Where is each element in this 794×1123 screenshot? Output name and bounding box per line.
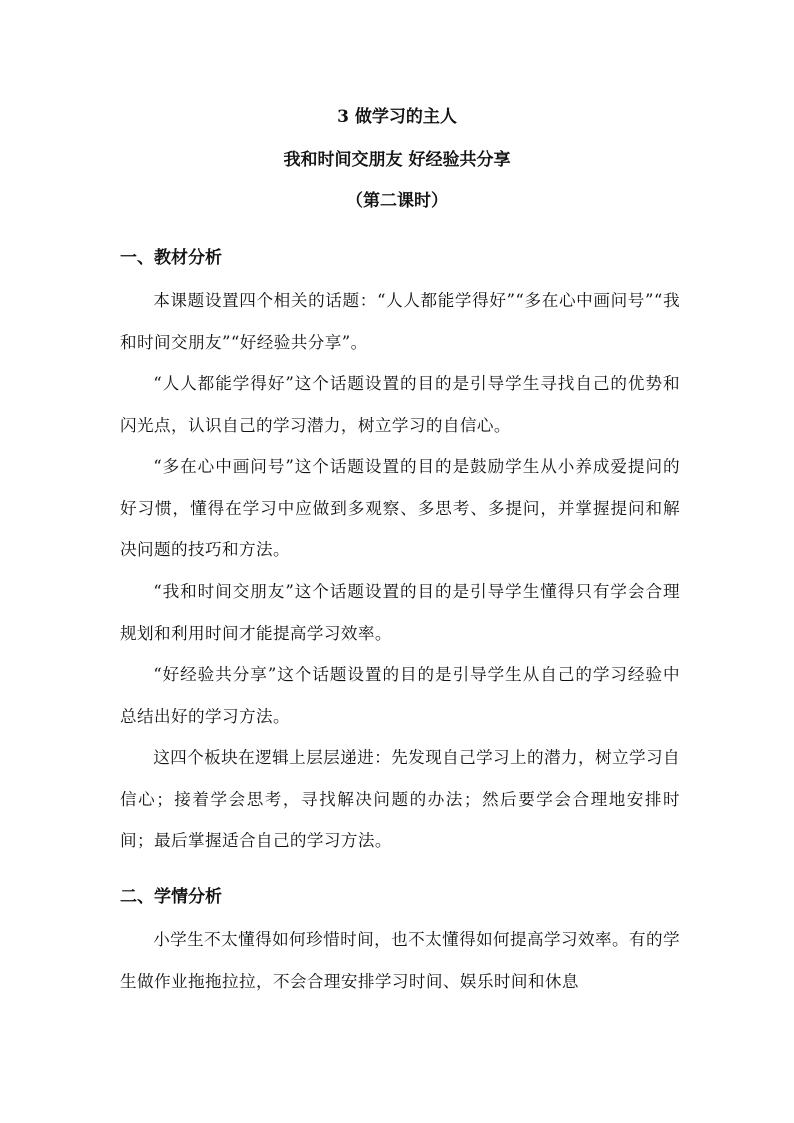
paragraph: 本课题设置四个相关的话题：“人人都能学得好”“多在心中画问号”“我和时间交朋友”“好经验共分享”。 bbox=[120, 291, 680, 352]
section-heading-student-analysis: 二、学情分析 bbox=[120, 887, 222, 907]
paragraph: “多在心中画问号”这个话题设置的目的是鼓励学生从小养成爱提问的好习惯，懂得在学习中应做到多观察、多思考、多提问，并掌握提问和解决问题的技巧和方法。 bbox=[120, 457, 680, 559]
section-heading-textbook-analysis: 一、教材分析 bbox=[120, 248, 222, 268]
paragraph: 这四个板块在逻辑上层层递进：先发现自己学习上的潜力，树立学习自信心；接着学会思考，寻找解决问题的办法；然后要学会合理地安排时间；最后掌握适合自己的学习方法。 bbox=[120, 748, 680, 850]
paragraph: “好经验共分享”这个话题设置的目的是引导学生从自己的学习经验中总结出好的学习方法。 bbox=[120, 665, 680, 726]
paragraph: “我和时间交朋友”这个话题设置的目的是引导学生懂得只有学会合理规划和利用时间才能提高学习效率。 bbox=[120, 582, 680, 643]
lesson-title: 3 做学习的主人 bbox=[337, 107, 457, 127]
paragraph: 小学生不太懂得如何珍惜时间，也不太懂得如何提高学习效率。有的学生做作业拖拖拉拉，不会合理安排学习时间、娱乐时间和休息 bbox=[120, 930, 680, 991]
paragraph: “人人都能学得好”这个话题设置的目的是引导学生寻找自己的优势和闪光点，认识自己的学习潜力，树立学习的自信心。 bbox=[120, 374, 680, 435]
lesson-period: （第二课时） bbox=[346, 191, 448, 211]
lesson-subtitle: 我和时间交朋友 好经验共分享 bbox=[283, 150, 511, 170]
